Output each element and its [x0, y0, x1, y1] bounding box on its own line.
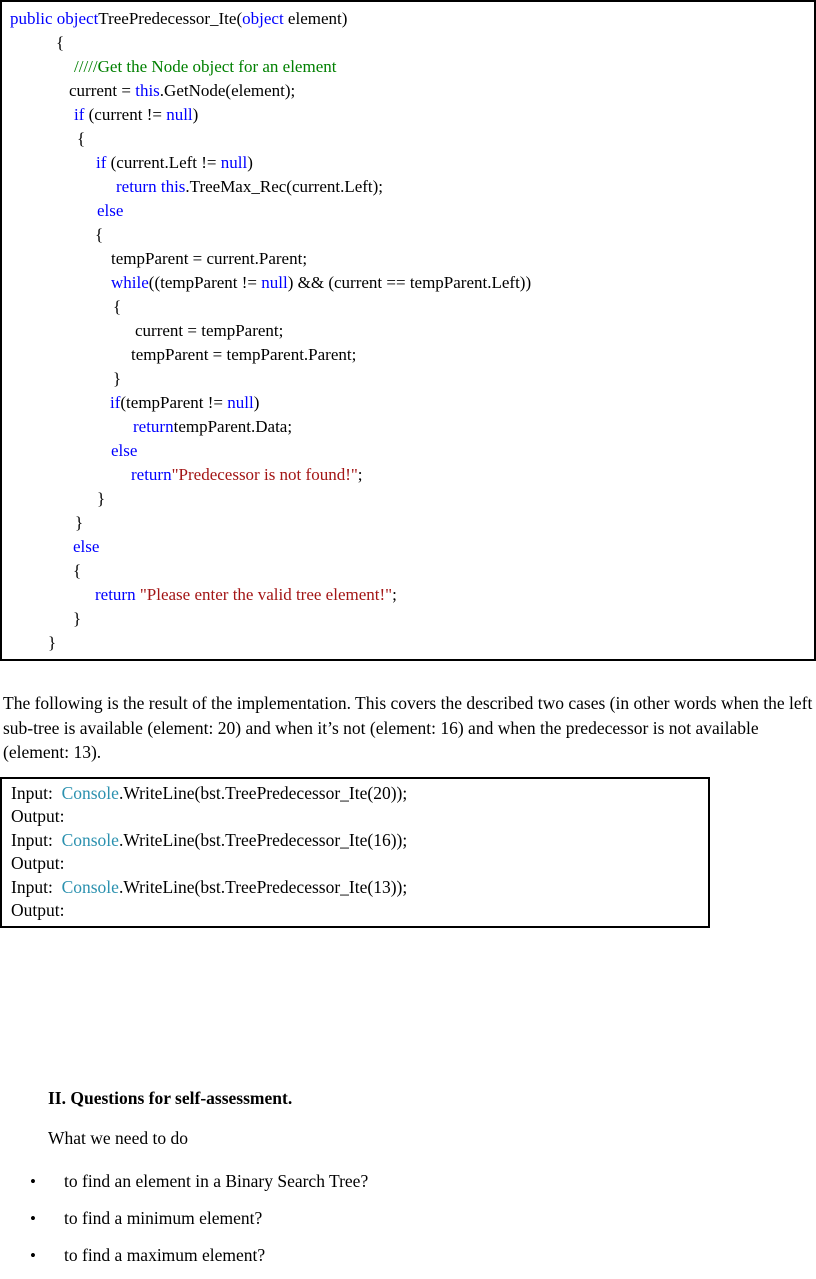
code-line: return "Please enter the valid tree element!";	[95, 585, 397, 604]
code-line: else	[73, 537, 100, 556]
console-line: Input: Console.WriteLine(bst.TreePredecessor_Ite(13));	[11, 876, 408, 897]
bullet-item: • to find a minimum element?	[30, 1208, 816, 1229]
code-line: }	[75, 513, 84, 532]
code-line: current = tempParent;	[135, 321, 284, 340]
code-line: {	[113, 297, 122, 316]
code-line: {	[56, 33, 65, 52]
console-line: Input: Console.WriteLine(bst.TreePredecessor_Ite(16));	[11, 829, 408, 850]
code-line: }	[97, 489, 106, 508]
code-line: {	[95, 225, 104, 244]
code-line: tempParent = current.Parent;	[111, 249, 308, 268]
code-line: {	[73, 561, 82, 580]
code-line: return this.TreeMax_Rec(current.Left);	[116, 177, 384, 196]
code-line: else	[111, 441, 138, 460]
description-paragraph: The following is the result of the implementation. This covers the described two cases (in other words when the left sub-tree is available (element: 20) and when it’s not (element: 16) and when the predecessor is not available (element: 13).	[3, 693, 813, 762]
code-line: return"Predecessor is not found!";	[131, 465, 363, 484]
code-line: else	[97, 201, 124, 220]
code-line: if (current.Left != null)	[96, 153, 253, 172]
code-line: }	[73, 609, 82, 628]
code-line: returntempParent.Data;	[133, 417, 293, 436]
bullet-item: • to find a maximum element?	[30, 1245, 816, 1266]
bullet-item: • to find an element in a Binary Search Tree?	[30, 1171, 816, 1192]
section-subheading: What we need to do	[48, 1127, 188, 1148]
console-line: Output:	[11, 900, 65, 920]
bullet-list	[30, 1171, 816, 1266]
code-line: tempParent = tempParent.Parent;	[131, 345, 357, 364]
code-line: {	[77, 129, 86, 148]
code-line: }	[113, 369, 122, 388]
code-line: while((tempParent != null) && (current == tempParent.Left))	[111, 273, 532, 292]
code-line: if (current != null)	[74, 105, 199, 124]
code-line: /////Get the Node object for an element	[74, 57, 337, 76]
code-line: }	[48, 633, 57, 652]
code-line: if(tempParent != null)	[110, 393, 260, 412]
console-listing	[0, 777, 710, 928]
section-heading: II. Questions for self-assessment.	[48, 1087, 293, 1108]
console-line: Output:	[11, 853, 65, 873]
console-line: Output:	[11, 806, 65, 826]
console-line: Input: Console.WriteLine(bst.TreePredecessor_Ite(20));	[11, 782, 408, 803]
code-line: public objectTreePredecessor_Ite(object element)	[10, 9, 348, 28]
code-line: current = this.GetNode(element);	[69, 81, 296, 100]
